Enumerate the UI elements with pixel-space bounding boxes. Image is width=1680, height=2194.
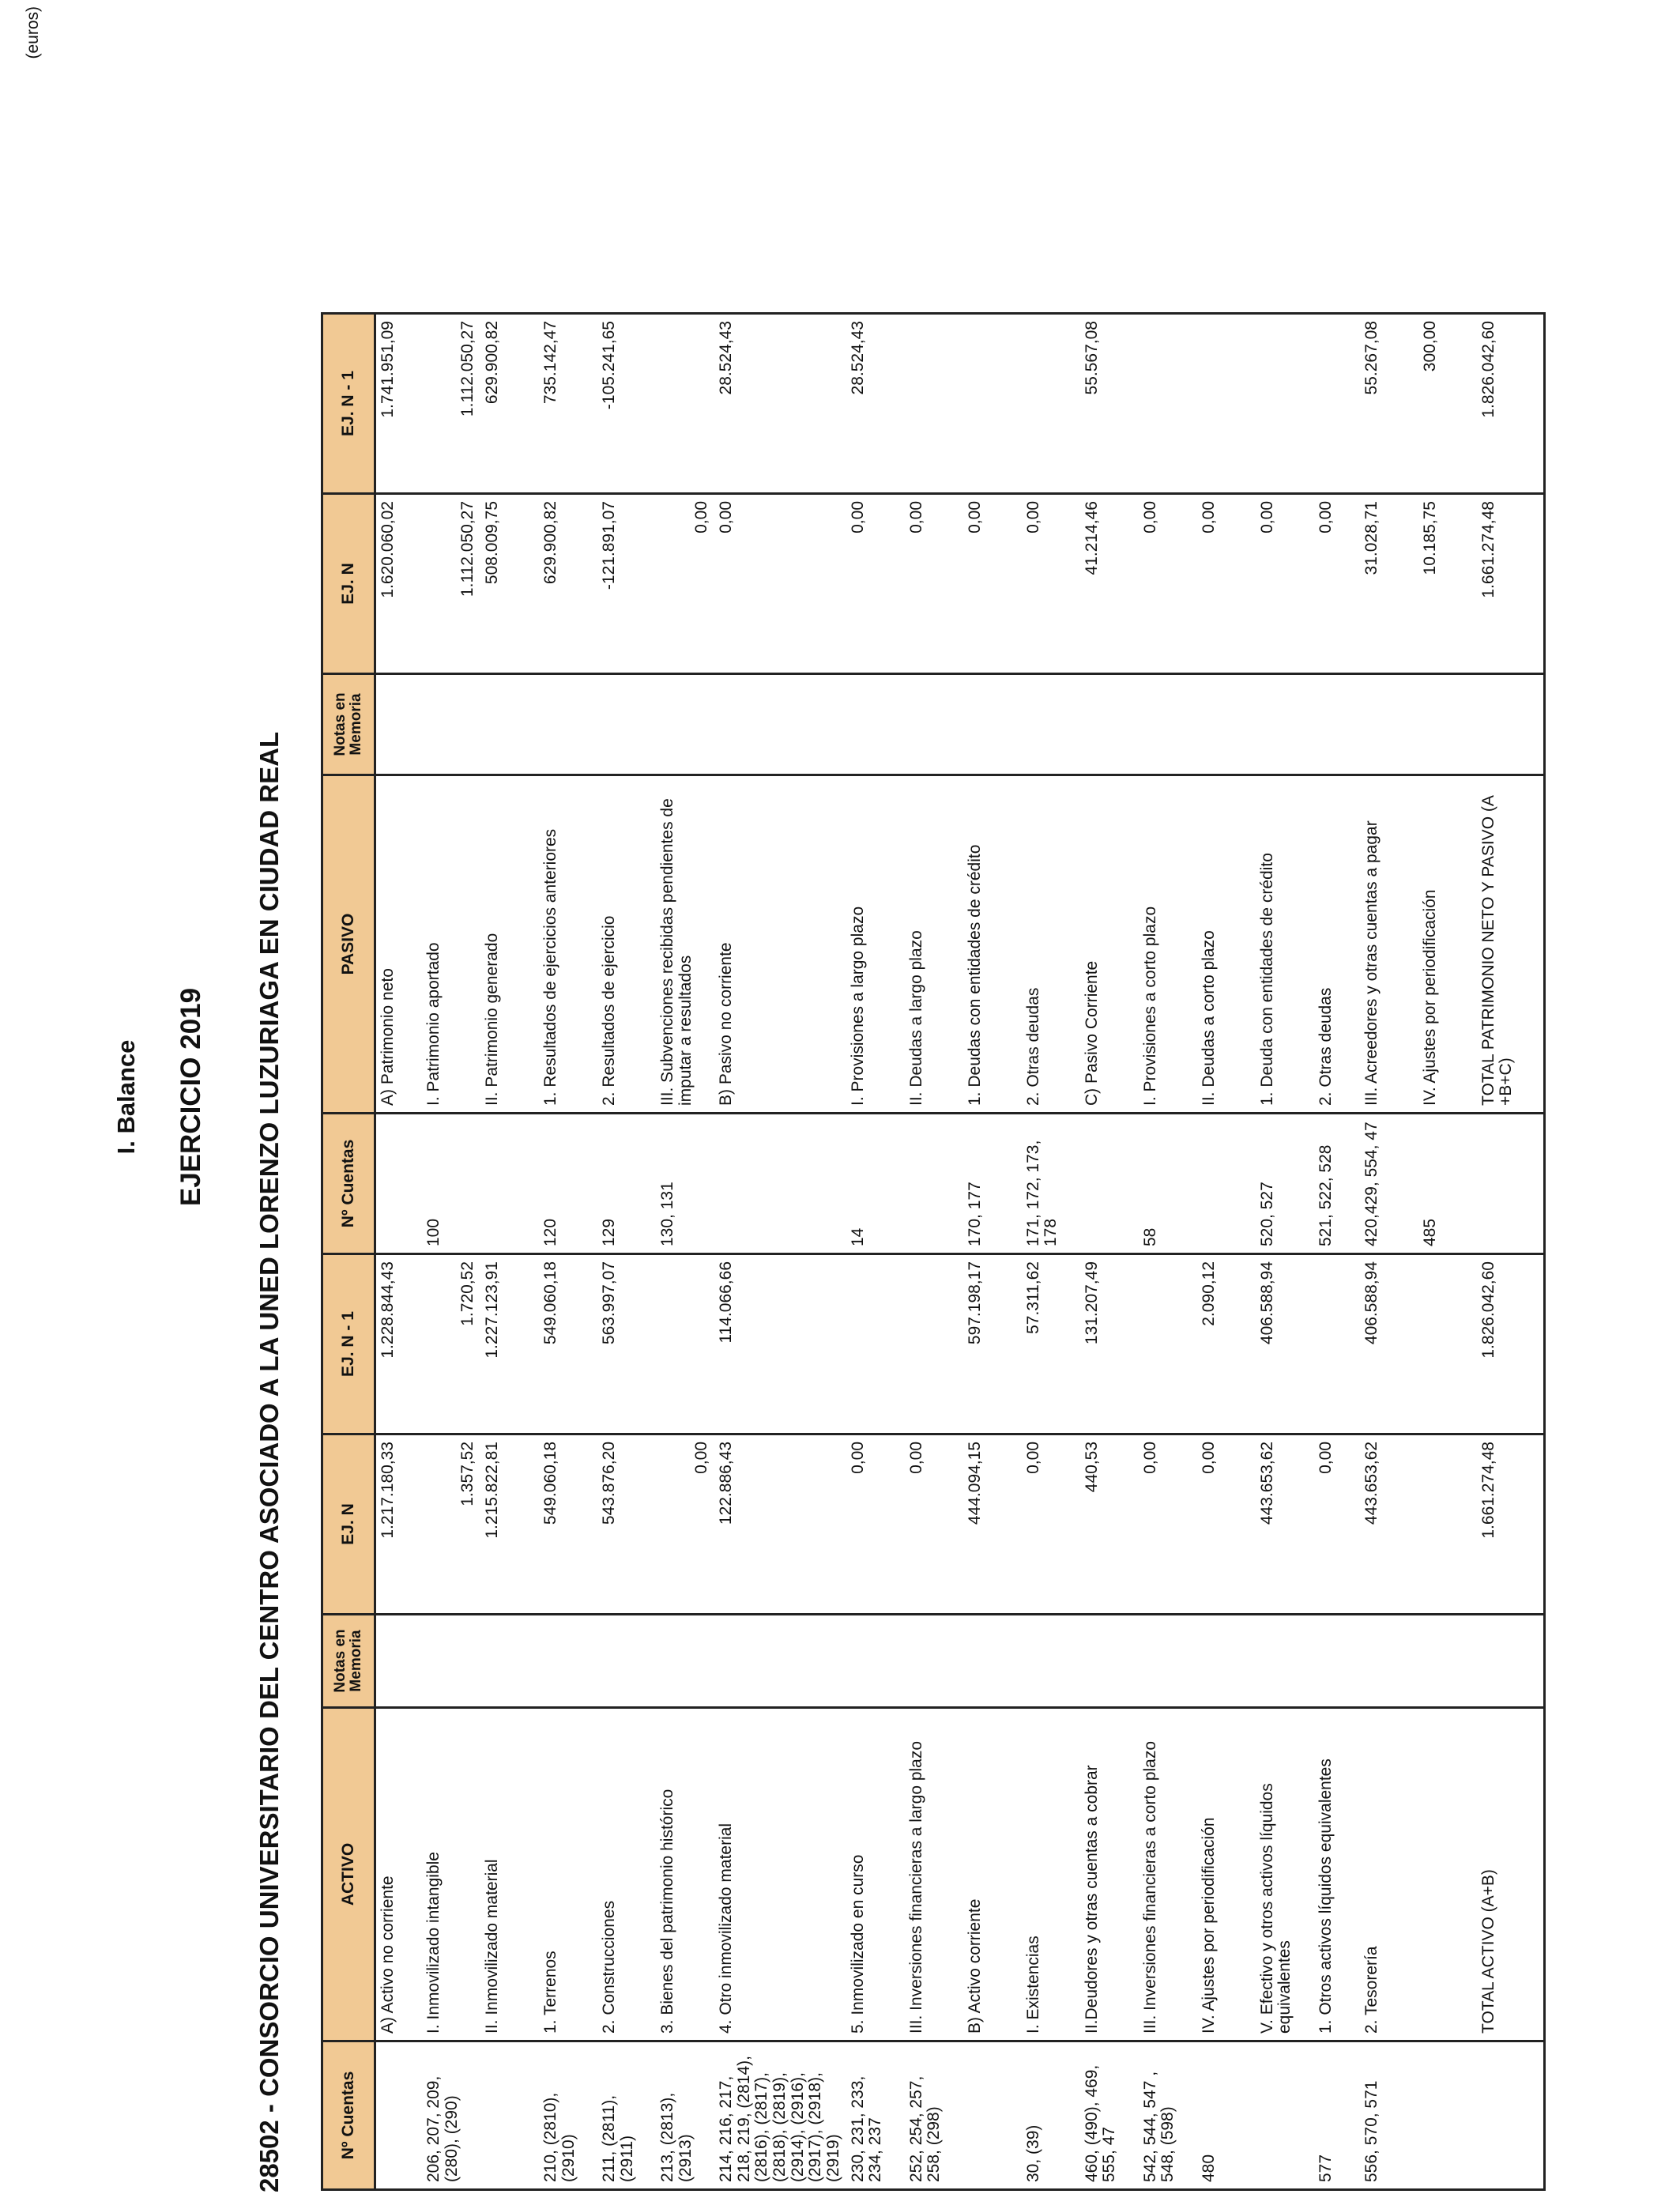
activo-cuentas-cell: 213, (2813), (2913) (656, 2041, 714, 2190)
pasivo-notas-cell (1314, 674, 1360, 775)
pasivo-label-cell: IV. Ajustes por periodificación (1418, 775, 1477, 1114)
activo-notas-cell (1418, 1615, 1477, 1708)
header-ej-n-activo: EJ. N (322, 1434, 375, 1615)
pasivo-ej-n1-cell: -105.241,65 (597, 314, 656, 494)
pasivo-ej-n-cell: 41.214,46 (1080, 494, 1139, 674)
activo-label-cell: III. Inversiones financieras a largo plazo (905, 1708, 963, 2041)
pasivo-label-cell: 1. Resultados de ejercicios anteriores (539, 775, 597, 1114)
activo-label-cell: 1. Terrenos (539, 1708, 597, 2041)
activo-ej-n-cell: 543.876,20 (597, 1434, 656, 1615)
activo-label-cell: 5. Inmovilizado en curso (846, 1708, 905, 2041)
table-row (656, 314, 714, 2190)
pasivo-notas-cell (905, 674, 963, 775)
pasivo-ej-n-cell: 0,00 (656, 494, 714, 674)
activo-cuentas-cell: 210, (2810), (2910) (539, 2041, 597, 2190)
activo-ej-n-cell: 1.217.180,33 (375, 1434, 423, 1615)
pasivo-notas-cell (1022, 674, 1080, 775)
activo-label-cell: II. Inmovilizado material (480, 1708, 539, 2041)
header-notas-pasivo: Notas en Memoria (322, 674, 375, 775)
activo-ej-n1-cell (846, 1254, 905, 1434)
pasivo-ej-n1-cell: 55.267,08 (1360, 314, 1418, 494)
activo-notas-cell (963, 1615, 1022, 1708)
pasivo-cuentas-cell: 170, 177 (963, 1114, 1022, 1254)
activo-cuentas-cell (1256, 2041, 1314, 2190)
activo-notas-cell (597, 1615, 656, 1708)
pasivo-label-cell: 2. Otras deudas (1022, 775, 1080, 1114)
activo-ej-n1-cell: 2.090,12 (1197, 1254, 1256, 1434)
pasivo-ej-n-cell: 10.185,75 (1418, 494, 1477, 674)
pasivo-label-cell: TOTAL PATRIMONIO NETO Y PASIVO (A +B+C) (1477, 775, 1545, 1114)
table-row (539, 314, 597, 2190)
activo-ej-n-cell: 0,00 (905, 1434, 963, 1615)
activo-ej-n1-cell (905, 1254, 963, 1434)
section-title: I. Balance (112, 1039, 140, 1155)
pasivo-label-cell: II. Deudas a corto plazo (1197, 775, 1256, 1114)
pasivo-cuentas-cell: 521, 522, 528 (1314, 1114, 1360, 1254)
activo-notas-cell (846, 1615, 905, 1708)
pasivo-label-cell: B) Pasivo no corriente (714, 775, 846, 1114)
pasivo-cuentas-cell: 100 (422, 1114, 480, 1254)
activo-ej-n1-cell: 563.997,07 (597, 1254, 656, 1434)
pasivo-label-cell: 2. Resultados de ejercicio (597, 775, 656, 1114)
activo-ej-n-cell: 444.094,15 (963, 1434, 1022, 1615)
table-row (1360, 314, 1418, 2190)
table-row (375, 314, 423, 2190)
activo-ej-n-cell: 0,00 (1197, 1434, 1256, 1615)
units-label: (euros) (24, 6, 42, 59)
activo-ej-n1-cell: 131.207,49 (1080, 1254, 1139, 1434)
activo-ej-n1-cell: 406.588,94 (1360, 1254, 1418, 1434)
pasivo-notas-cell (1418, 674, 1477, 775)
pasivo-label-cell: II. Deudas a largo plazo (905, 775, 963, 1114)
pasivo-ej-n1-cell: 28.524,43 (846, 314, 905, 494)
pasivo-ej-n-cell: 0,00 (1022, 494, 1080, 674)
activo-cuentas-cell (375, 2041, 423, 2190)
pasivo-ej-n-cell: 0,00 (714, 494, 846, 674)
pasivo-label-cell: I. Patrimonio aportado (422, 775, 480, 1114)
table-row (1256, 314, 1314, 2190)
pasivo-notas-cell (1360, 674, 1418, 775)
pasivo-ej-n-cell: 629.900,82 (539, 494, 597, 674)
activo-ej-n1-cell (1418, 1254, 1477, 1434)
table-row (846, 314, 905, 2190)
pasivo-ej-n1-cell (905, 314, 963, 494)
pasivo-ej-n-cell: 0,00 (1197, 494, 1256, 674)
activo-label-cell: 2. Construcciones (597, 1708, 656, 2041)
activo-label-cell: IV. Ajustes por periodificación (1197, 1708, 1256, 2041)
activo-label-cell: B) Activo corriente (963, 1708, 1022, 2041)
header-notas-activo: Notas en Memoria (322, 1615, 375, 1708)
activo-ej-n-cell: 122.886,43 (714, 1434, 846, 1615)
balance-table (321, 312, 1546, 2191)
header-cuentas-activo: Nº Cuentas (322, 2041, 375, 2190)
table-row (714, 314, 846, 2190)
pasivo-ej-n1-cell: 28.524,43 (714, 314, 846, 494)
activo-notas-cell (905, 1615, 963, 1708)
activo-notas-cell (1256, 1615, 1314, 1708)
pasivo-notas-cell (846, 674, 905, 775)
activo-label-cell: V. Efectivo y otros activos líquidos equivalentes (1256, 1708, 1314, 2041)
pasivo-ej-n1-cell (1139, 314, 1197, 494)
pasivo-notas-cell (375, 674, 423, 775)
pasivo-notas-cell (714, 674, 846, 775)
pasivo-notas-cell (963, 674, 1022, 775)
pasivo-ej-n-cell: -121.891,07 (597, 494, 656, 674)
pasivo-notas-cell (1080, 674, 1139, 775)
table-row (1418, 314, 1477, 2190)
activo-ej-n1-cell: 597.198,17 (963, 1254, 1022, 1434)
activo-notas-cell (1360, 1615, 1418, 1708)
pasivo-ej-n-cell: 0,00 (1256, 494, 1314, 674)
activo-ej-n1-cell: 1.227.123,91 (480, 1254, 539, 1434)
pasivo-ej-n-cell: 0,00 (1139, 494, 1197, 674)
table-row (963, 314, 1022, 2190)
pasivo-label-cell: III. Acreedores y otras cuentas a pagar (1360, 775, 1418, 1114)
pasivo-cuentas-cell: 420,429, 554, 47 (1360, 1114, 1418, 1254)
activo-cuentas-cell (480, 2041, 539, 2190)
activo-ej-n-cell: 443.653,62 (1360, 1434, 1418, 1615)
activo-label-cell: II.Deudores y otras cuentas a cobrar (1080, 1708, 1139, 2041)
pasivo-ej-n-cell: 0,00 (1314, 494, 1360, 674)
activo-notas-cell (539, 1615, 597, 1708)
activo-ej-n1-cell: 114.066,66 (714, 1254, 846, 1434)
activo-ej-n-cell: 0,00 (656, 1434, 714, 1615)
pasivo-ej-n1-cell: 629.900,82 (480, 314, 539, 494)
pasivo-ej-n1-cell: 1.826.042,60 (1477, 314, 1545, 494)
pasivo-ej-n1-cell: 55.567,08 (1080, 314, 1139, 494)
activo-cuentas-cell: 211, (2811), (2911) (597, 2041, 656, 2190)
pasivo-ej-n1-cell (1256, 314, 1314, 494)
pasivo-cuentas-cell (1477, 1114, 1545, 1254)
activo-ej-n-cell: 1.357,52 (422, 1434, 480, 1615)
activo-cuentas-cell: 230, 231, 233, 234, 237 (846, 2041, 905, 2190)
activo-ej-n1-cell: 1.720,52 (422, 1254, 480, 1434)
activo-notas-cell (714, 1615, 846, 1708)
pasivo-ej-n-cell: 1.112.050,27 (422, 494, 480, 674)
pasivo-ej-n-cell: 0,00 (905, 494, 963, 674)
pasivo-cuentas-cell: 520, 527 (1256, 1114, 1314, 1254)
activo-notas-cell (656, 1615, 714, 1708)
pasivo-ej-n1-cell (1314, 314, 1360, 494)
activo-label-cell: 3. Bienes del patrimonio histórico (656, 1708, 714, 2041)
activo-ej-n-cell: 549.060,18 (539, 1434, 597, 1615)
table-row (1139, 314, 1197, 2190)
activo-cuentas-cell: 460, (490), 469, 555, 47 (1080, 2041, 1139, 2190)
pasivo-ej-n-cell: 1.661.274,48 (1477, 494, 1545, 674)
pasivo-notas-cell (656, 674, 714, 775)
activo-ej-n1-cell: 1.228.844,43 (375, 1254, 423, 1434)
table-row (597, 314, 656, 2190)
activo-notas-cell (422, 1615, 480, 1708)
activo-label-cell: 2. Tesorería (1360, 1708, 1418, 2041)
activo-notas-cell (1080, 1615, 1139, 1708)
pasivo-label-cell: 1. Deudas con entidades de crédito (963, 775, 1022, 1114)
header-ej-n1-pasivo: EJ. N - 1 (322, 314, 375, 494)
activo-ej-n-cell: 443.653,62 (1256, 1434, 1314, 1615)
pasivo-ej-n-cell: 508.009,75 (480, 494, 539, 674)
activo-notas-cell (1139, 1615, 1197, 1708)
activo-cuentas-cell (1477, 2041, 1545, 2190)
pasivo-notas-cell (539, 674, 597, 775)
activo-label-cell: III. Inversiones financieras a corto plazo (1139, 1708, 1197, 2041)
activo-cuentas-cell: 556, 570, 571 (1360, 2041, 1418, 2190)
table-row (422, 314, 480, 2190)
activo-ej-n1-cell (656, 1254, 714, 1434)
pasivo-cuentas-cell: 120 (539, 1114, 597, 1254)
activo-label-cell: I. Inmovilizado intangible (422, 1708, 480, 2041)
header-cuentas-pasivo: Nº Cuentas (322, 1114, 375, 1254)
pasivo-label-cell: II. Patrimonio generado (480, 775, 539, 1114)
pasivo-cuentas-cell (1197, 1114, 1256, 1254)
activo-ej-n-cell: 440,53 (1080, 1434, 1139, 1615)
activo-cuentas-cell: 542, 544, 547 , 548, (598) (1139, 2041, 1197, 2190)
activo-cuentas-cell: 214, 216, 217, 218, 219, (2814), (2816), (2817), (2818), (2819), (2914), (2916), (2917), (2918), (2919) (714, 2041, 846, 2190)
year-title: EJERCICIO 2019 (175, 987, 206, 1207)
pasivo-ej-n1-cell: 1.112.050,27 (422, 314, 480, 494)
pasivo-ej-n-cell: 31.028,71 (1360, 494, 1418, 674)
pasivo-cuentas-cell (375, 1114, 423, 1254)
pasivo-notas-cell (1197, 674, 1256, 775)
header-ej-n1-activo: EJ. N - 1 (322, 1254, 375, 1434)
activo-ej-n1-cell: 57.311,62 (1022, 1254, 1080, 1434)
pasivo-cuentas-cell (480, 1114, 539, 1254)
table-row (905, 314, 963, 2190)
pasivo-notas-cell (597, 674, 656, 775)
table-row (1022, 314, 1080, 2190)
pasivo-ej-n1-cell: 735.142,47 (539, 314, 597, 494)
activo-ej-n1-cell (1314, 1254, 1360, 1434)
activo-ej-n1-cell (1139, 1254, 1197, 1434)
activo-cuentas-cell: 577 (1314, 2041, 1360, 2190)
activo-notas-cell (1197, 1615, 1256, 1708)
pasivo-ej-n-cell: 0,00 (963, 494, 1022, 674)
activo-cuentas-cell: 30, (39) (1022, 2041, 1080, 2190)
pasivo-ej-n1-cell (656, 314, 714, 494)
activo-ej-n1-cell: 1.826.042,60 (1477, 1254, 1545, 1434)
pasivo-ej-n1-cell (1022, 314, 1080, 494)
pasivo-ej-n-cell: 1.620.060,02 (375, 494, 423, 674)
activo-ej-n-cell: 0,00 (1314, 1434, 1360, 1615)
pasivo-label-cell: 2. Otras deudas (1314, 775, 1360, 1114)
activo-cuentas-cell: 480 (1197, 2041, 1256, 2190)
table-row (1197, 314, 1256, 2190)
activo-cuentas-cell (963, 2041, 1022, 2190)
pasivo-ej-n1-cell: 1.741.951,09 (375, 314, 423, 494)
activo-cuentas-cell (1418, 2041, 1477, 2190)
pasivo-label-cell: C) Pasivo Corriente (1080, 775, 1139, 1114)
activo-ej-n-cell: 1.215.822,81 (480, 1434, 539, 1615)
activo-label-cell: I. Existencias (1022, 1708, 1080, 2041)
table-row (1080, 314, 1139, 2190)
activo-label-cell (1418, 1708, 1477, 2041)
header-activo: ACTIVO (322, 1708, 375, 2041)
activo-notas-cell (1477, 1615, 1545, 1708)
pasivo-ej-n1-cell (963, 314, 1022, 494)
pasivo-notas-cell (422, 674, 480, 775)
pasivo-ej-n1-cell: 300,00 (1418, 314, 1477, 494)
table-body (375, 314, 1545, 2190)
table-row (480, 314, 539, 2190)
activo-ej-n-cell (1418, 1434, 1477, 1615)
activo-notas-cell (480, 1615, 539, 1708)
table-header-row (322, 314, 375, 2190)
pasivo-cuentas-cell (714, 1114, 846, 1254)
pasivo-ej-n-cell: 0,00 (846, 494, 905, 674)
pasivo-notas-cell (480, 674, 539, 775)
activo-notas-cell (375, 1615, 423, 1708)
pasivo-cuentas-cell (905, 1114, 963, 1254)
pasivo-cuentas-cell: 130, 131 (656, 1114, 714, 1254)
pasivo-cuentas-cell: 14 (846, 1114, 905, 1254)
pasivo-notas-cell (1256, 674, 1314, 775)
activo-cuentas-cell: 252, 254, 257, 258, (298) (905, 2041, 963, 2190)
header-ej-n-pasivo: EJ. N (322, 494, 375, 674)
entity-title: 28502 - CONSORCIO UNIVERSITARIO DEL CENTRO ASOCIADO A LA UNED LORENZO LUZURIAGA EN CIUDAD REAL (254, 731, 284, 2192)
pasivo-cuentas-cell (1080, 1114, 1139, 1254)
activo-ej-n-cell: 1.661.274,48 (1477, 1434, 1545, 1615)
pasivo-label-cell: III. Subvenciones recibidas pendientes de imputar a resultados (656, 775, 714, 1114)
pasivo-cuentas-cell: 171, 172, 173, 178 (1022, 1114, 1080, 1254)
pasivo-label-cell: 1. Deuda con entidades de crédito (1256, 775, 1314, 1114)
activo-ej-n1-cell: 406.588,94 (1256, 1254, 1314, 1434)
activo-notas-cell (1022, 1615, 1080, 1708)
header-pasivo: PASIVO (322, 775, 375, 1114)
activo-label-cell: 4. Otro inmovilizado material (714, 1708, 846, 2041)
pasivo-notas-cell (1477, 674, 1545, 775)
activo-notas-cell (1314, 1615, 1360, 1708)
activo-ej-n-cell: 0,00 (1139, 1434, 1197, 1615)
pasivo-label-cell: I. Provisiones a corto plazo (1139, 775, 1197, 1114)
pasivo-label-cell: I. Provisiones a largo plazo (846, 775, 905, 1114)
activo-ej-n1-cell: 549.060,18 (539, 1254, 597, 1434)
table-row (1314, 314, 1360, 2190)
table-row (1477, 314, 1545, 2190)
activo-label-cell: 1. Otros activos líquidos equivalentes (1314, 1708, 1360, 2041)
pasivo-label-cell: A) Patrimonio neto (375, 775, 423, 1114)
pasivo-notas-cell (1139, 674, 1197, 775)
activo-label-cell: A) Activo no corriente (375, 1708, 423, 2041)
activo-ej-n-cell: 0,00 (846, 1434, 905, 1615)
pasivo-ej-n1-cell (1197, 314, 1256, 494)
pasivo-cuentas-cell: 485 (1418, 1114, 1477, 1254)
activo-label-cell: TOTAL ACTIVO (A+B) (1477, 1708, 1545, 2041)
pasivo-cuentas-cell: 129 (597, 1114, 656, 1254)
activo-ej-n-cell: 0,00 (1022, 1434, 1080, 1615)
pasivo-cuentas-cell: 58 (1139, 1114, 1197, 1254)
activo-cuentas-cell: 206, 207, 209, (280), (290) (422, 2041, 480, 2190)
